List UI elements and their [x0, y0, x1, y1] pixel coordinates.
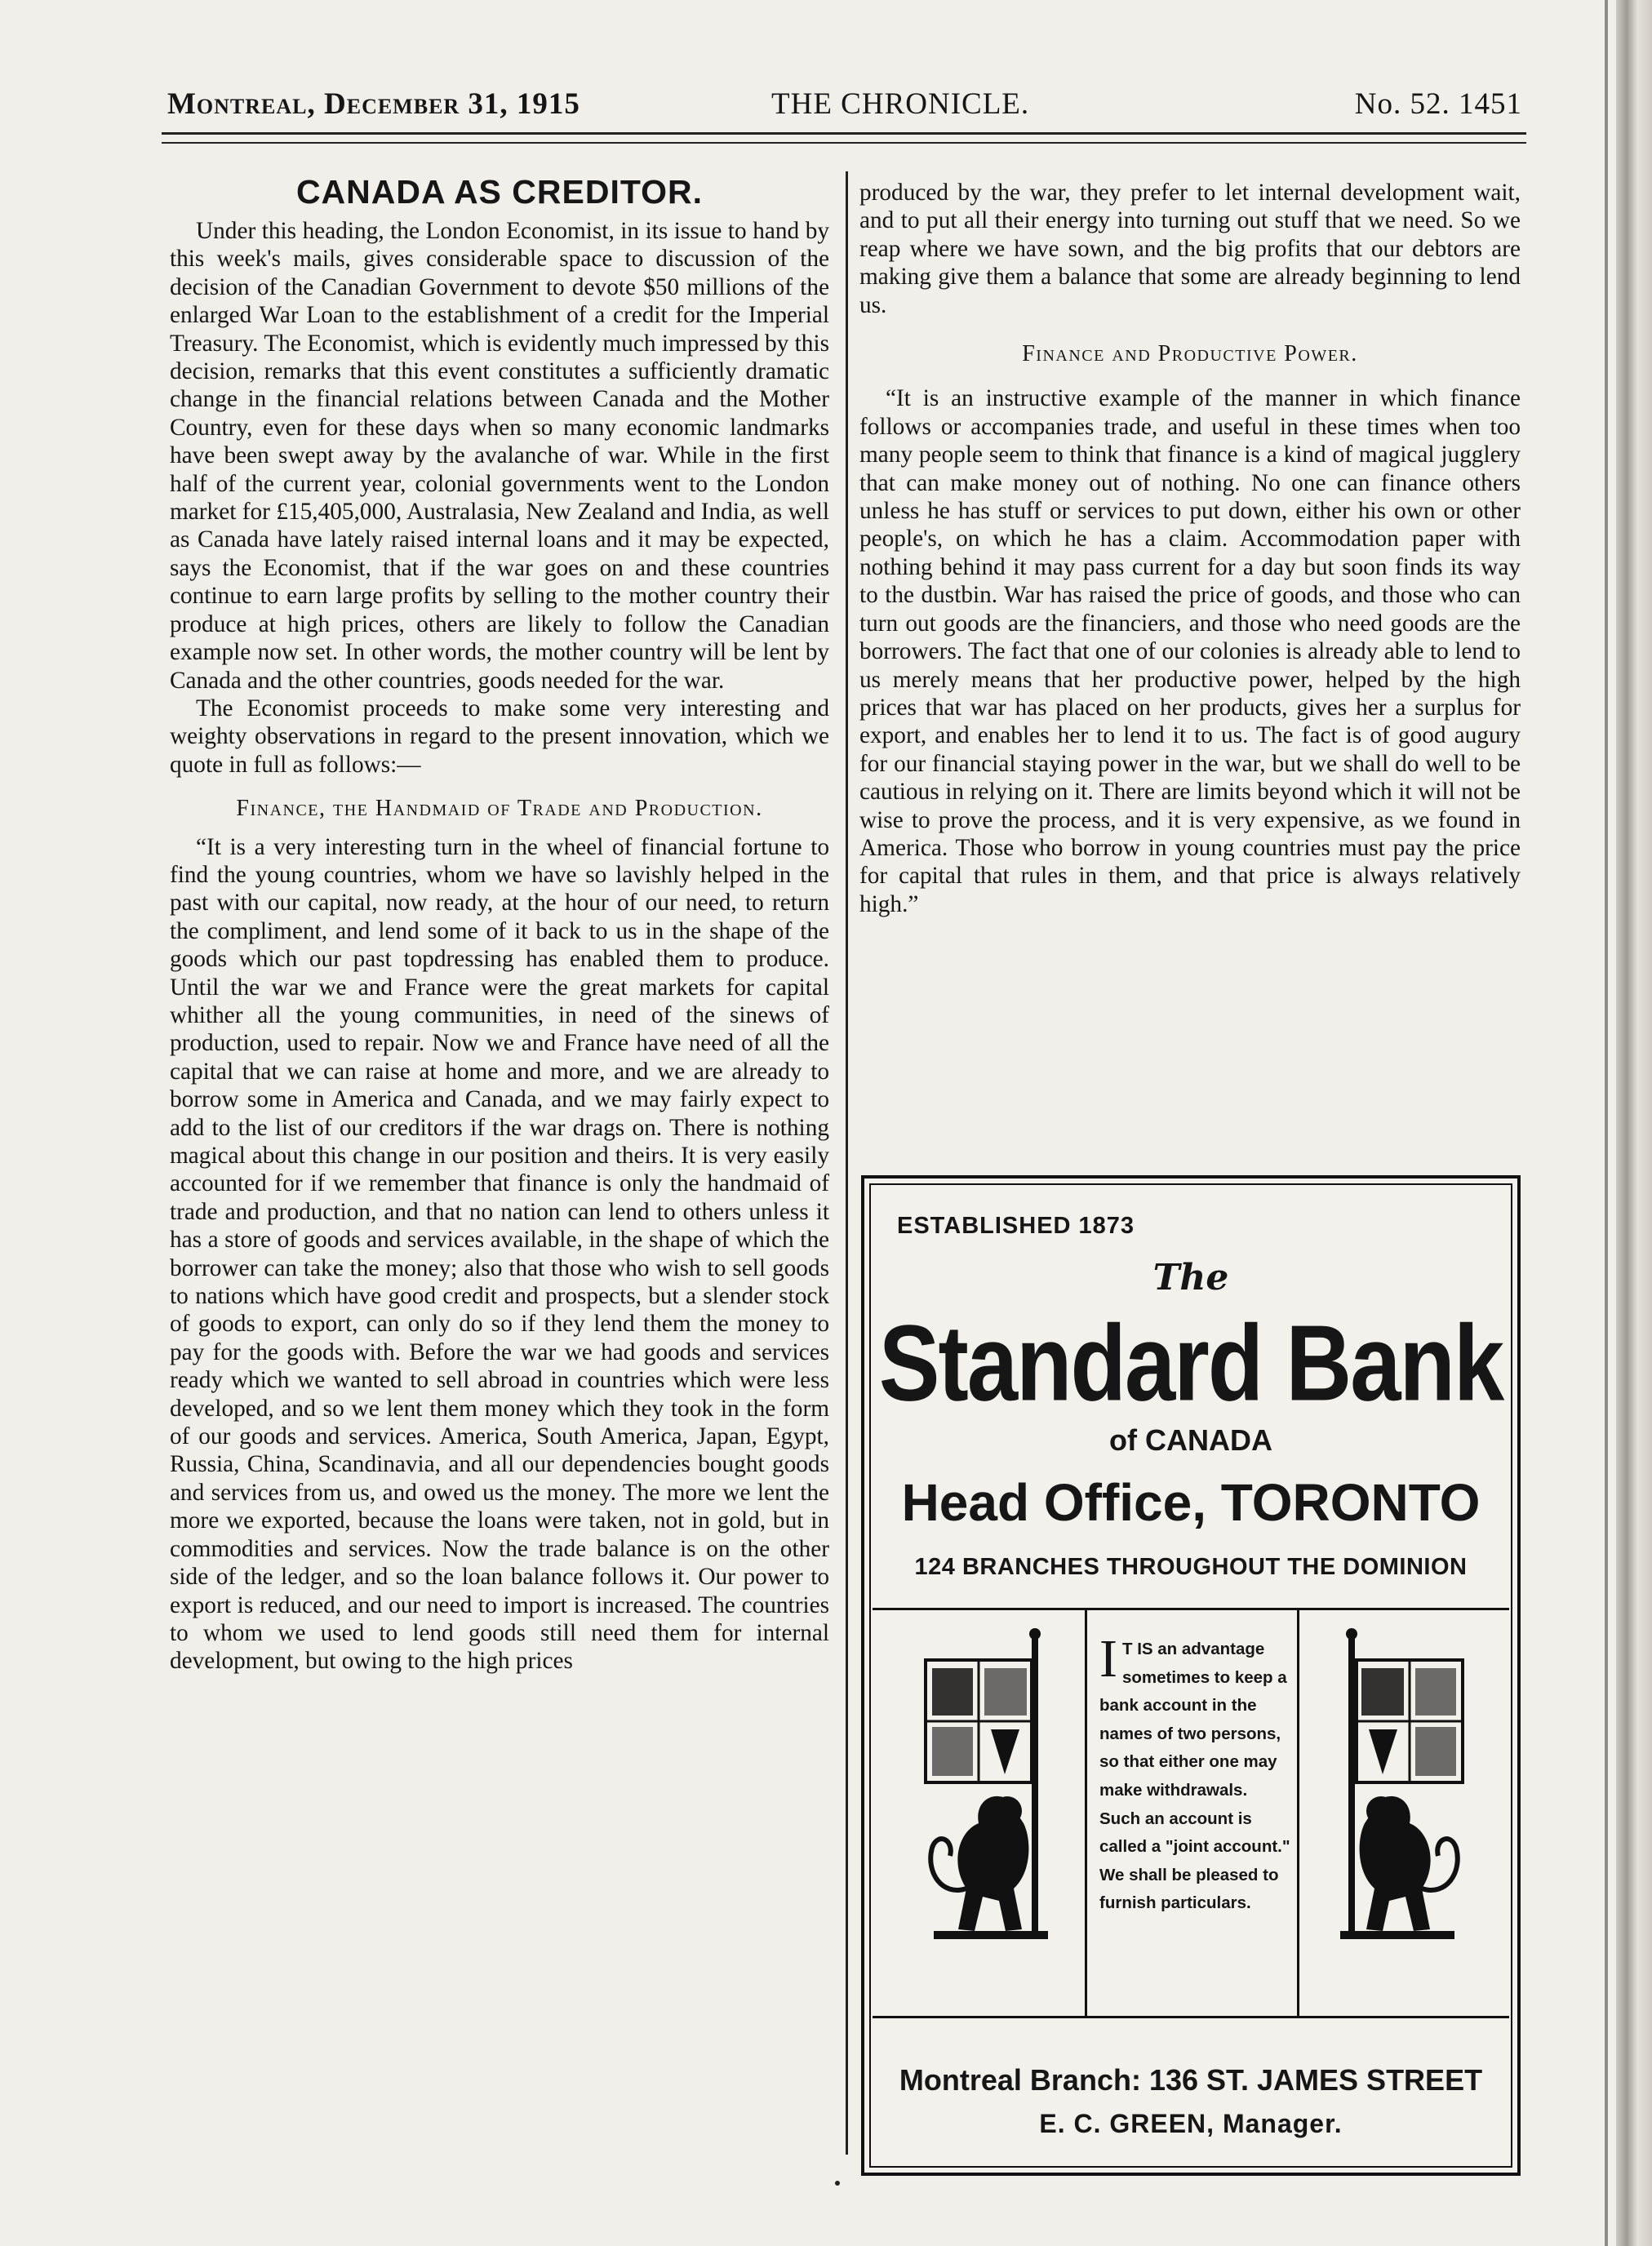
ad-blurb-text: T IS an advantage sometimes to keep a bank account in the names of two persons, so that either one may make withdrawals. Such an account is called a "joint account." We shall be pleased to furnish particulars. — [1099, 1640, 1290, 1913]
article-paragraph: produced by the war, they prefer to let internal development wait, and to put all their energy into turning out stuff that we need. So we reap where we have sown, and the big profits that our debtors are making give them a balance that some are already beginning to lend us. — [859, 180, 1521, 318]
scan-page-edge — [1616, 0, 1652, 2246]
ad-head-office: Head Office, TORONTO — [901, 1473, 1481, 1532]
article-paragraph: The Economist proceeds to make some very interesting and weighty observations in regard to the present innovation, which we quote in full as follows:— — [170, 695, 829, 778]
ad-of-canada: of CANADA — [1109, 1423, 1272, 1457]
ad-manager: E. C. GREEN, Manager. — [1039, 2109, 1343, 2138]
header-publication: THE CHRONICLE. — [771, 87, 1030, 121]
header-date: Montreal, December 31, 1915 — [167, 87, 580, 121]
left-column — [170, 217, 829, 1676]
ad-divider-bottom — [873, 2016, 1509, 2018]
article-title: CANADA AS CREDITOR. — [295, 173, 704, 211]
column-divider — [846, 171, 848, 2155]
article-paragraph: “It is a very interesting turn in the wheel of financial fortune to find the young countries, whom we have so lavishly helped in the past with our capital, now ready, at the hour of our need, to return the compliment, and lend some of it back to us in the shape of the goods which our past topdressing has enabled them to produce. Until the war we and France were the great markets for capital whither all the young communities, in need of the sinews of production, used to repair. Now we and France have need of all the capital that we can raise at home and more, and we are already to borrow some in America and Canada, and we may fairly expect to add to the list of our creditors if the war drags on. There is nothing magical about this change in our position and theirs. It is very easily accounted for if we remember that finance is only the handmaid of trade and production, and that no nation can lend to others unless it has a store of goods and services available, in the shape of which the borrower can take the money; also that those who wish to sell goods to nations which have good credit and prospects, but a slender stock of goods to export, can only do so if they lend them the money to pay for the goods with. Before the war we had goods and services ready which we wanted to sell abroad in countries which were less developed, and so we lent them money which they took in the form of our goods and services. America, South America, Japan, Egypt, Russia, China, Scandinavia, and all our dependencies bought goods and services from us, and owed us the money. The more we lent the more we exported, because the loans were taken, not in gold, but in commodities and services. Now the trade balance is on the other side of the ledger, and so the loan balance follows it. Our power to export is reduced, and our need to import is increased. The countries to whom we used to lend goods still need them for internal development, but owing to the high prices — [170, 833, 829, 1675]
ad-box-left-rule — [1085, 1608, 1087, 2016]
standard-bank-advertisement — [861, 1175, 1521, 2176]
ad-bank-name: Standard Bank — [878, 1303, 1503, 1423]
header-rule — [162, 132, 1526, 144]
ad-branches: 124 BRANCHES THROUGHOUT THE DOMINION — [914, 1554, 1468, 1580]
subhead-finance-handmaid: Finance, the Handmaid of Trade and Production. — [236, 796, 763, 822]
ad-montreal-branch: Montreal Branch: 136 ST. JAMES STREET — [899, 2063, 1483, 2097]
page-header — [167, 87, 1522, 127]
article-paragraph: Under this heading, the London Economist, in its issue to hand by this week's mails, gives considerable space to discussion of the decision of the Canadian Government to devote $50 millions of the enlarged War Loan to the establishment of a credit for the Imperial Treasury. The Economist, which is evidently much impressed by this decision, remarks that this event constitutes a sufficiently dramatic change in the financial relations between Canada and the Mother Country, even for these days when so many economic landmarks have been swept away by the avalanche of war. While in the first half of the current year, colonial governments went to the London market for £15,405,000, Australasia, New Zealand and India, as well as Canada have lately raised internal loans and it may be expected, says the Economist, that if the war goes on and these countries continue to earn large profits by selling to the mother country their produce at high prices, others are likely to follow the Canadian example now set. In other words, the mother country will be lent by Canada and the other countries, goods needed for the war. — [170, 218, 829, 694]
header-page-number: No. 52. 1451 — [1354, 87, 1522, 121]
ad-joint-account-blurb — [1099, 1629, 1291, 1918]
page-dot — [835, 2181, 840, 2186]
ad-box-right-rule — [1297, 1608, 1299, 2016]
article-paragraph: “It is an instructive example of the manner in which finance follows or accompanies trade, and useful in these times when too many people seem to think that finance is a kind of magical jugglery that can make money out of nothing. No one can finance others unless he has stuff or services to put down, either his own or other people's, on which he has a claim. Accommodation paper with nothing behind it may pass current for a day but soon finds its way to the dustbin. War has raised the price of goods, and those who can turn out goods are the financiers, and those who need goods are the borrowers. The fact that one of our colonies is already able to lend to us merely means that her productive power, helped by the high prices that war has placed on her products, gives her a surplus for export, and enables her to lend it to us. The fact is of good augury for our financial staying power in the war, but we shall do well to be cautious in relying on it. There are limits beyond which it will not be wise to prove the process, and it is very expensive, as we found in America. Those who borrow in young countries must pay the price for capital that rules in them, and that price is always relatively high.” — [859, 385, 1521, 917]
ad-divider-top — [873, 1608, 1509, 1610]
ad-blurb-dropcap: I — [1099, 1629, 1117, 1689]
royal-arms-lion-crest-icon — [909, 1627, 1064, 1946]
scan-page-edge-line — [1605, 0, 1608, 2246]
ad-established: ESTABLISHED 1873 — [897, 1213, 1135, 1239]
subhead-finance-productive-power: Finance and Productive Power. — [1022, 341, 1358, 367]
ad-the: The — [1152, 1257, 1229, 1298]
royal-arms-lion-crest-icon — [1324, 1627, 1479, 1946]
right-column — [859, 179, 1521, 918]
